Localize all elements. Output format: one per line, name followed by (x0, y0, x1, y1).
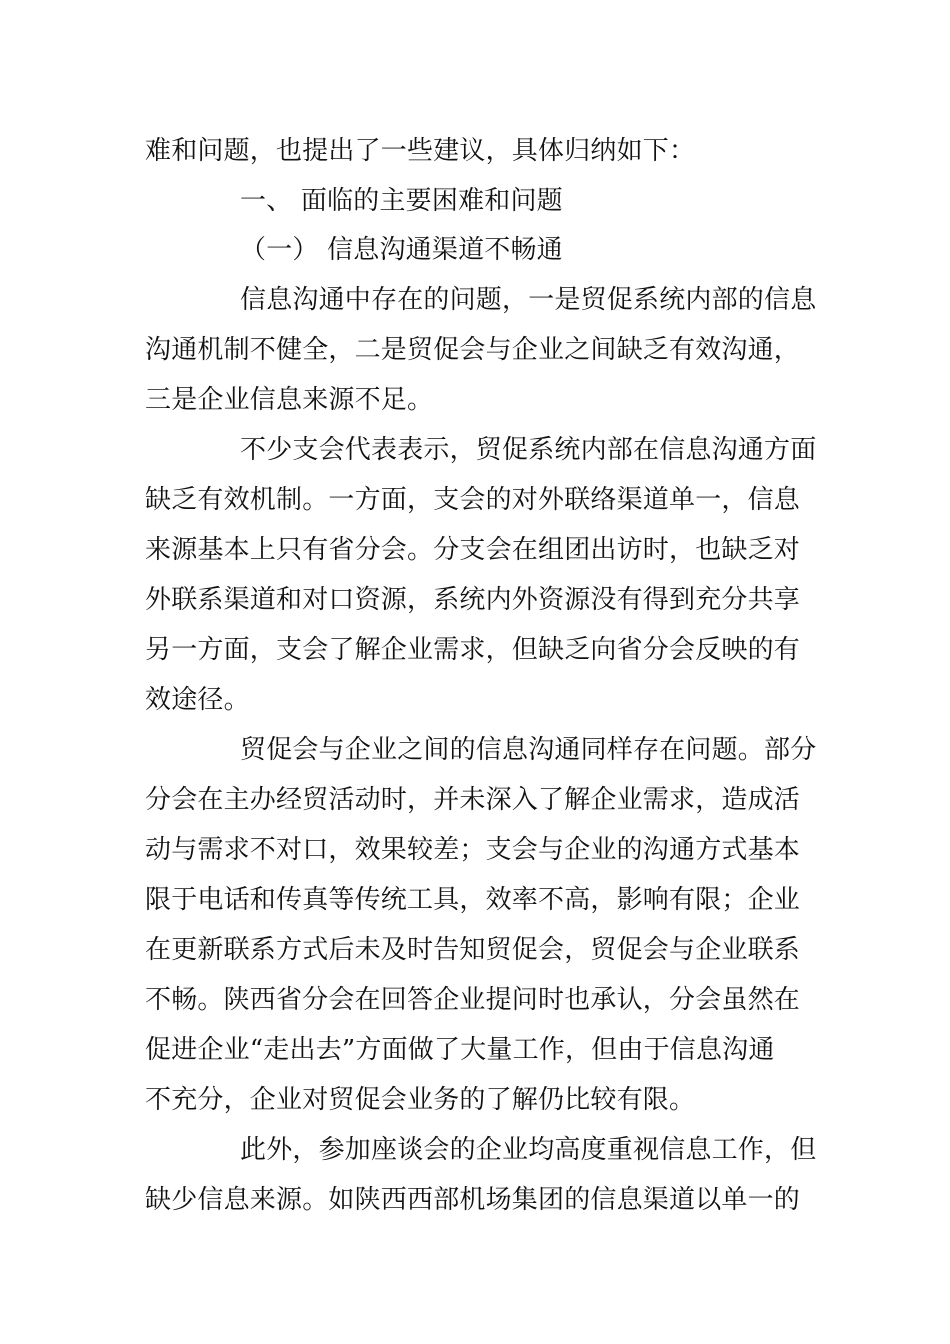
paragraph-first-line: 此外，参加座谈会的企业均高度重视信息工作，但 (240, 1135, 817, 1165)
text-line: 动与需求不对口，效果较差；支会与企业的沟通方式基本 (145, 835, 801, 865)
text-line: 另一方面，支会了解企业需求，但缺乏向省分会反映的有 (145, 635, 801, 665)
text-line: 促进企业“走出去”方面做了大量工作，但由于信息沟通 (145, 1035, 775, 1065)
text-line: 分会在主办经贸活动时，并未深入了解企业需求，造成活 (145, 785, 801, 815)
text-line: 不充分，企业对贸促会业务的了解仍比较有限。 (145, 1085, 696, 1115)
text-line: 缺少信息来源。如陕西西部机场集团的信息渠道以单一的 (145, 1185, 801, 1215)
text-line: 沟通机制不健全，二是贸促会与企业之间缺乏有效沟通， (145, 335, 801, 365)
text-line: 限于电话和传真等传统工具，效率不高，影响有限；企业 (145, 885, 801, 915)
text-line: 在更新联系方式后未及时告知贸促会，贸促会与企业联系 (145, 935, 801, 965)
paragraph-first-line: 不少支会代表表示，贸促系统内部在信息沟通方面 (240, 435, 817, 465)
paragraph-first-line: 信息沟通中存在的问题，一是贸促系统内部的信息 (240, 285, 817, 315)
text-line: 三是企业信息来源不足。 (145, 385, 434, 415)
text-line: 来源基本上只有省分会。分支会在组团出访时，也缺乏对 (145, 535, 801, 565)
section-heading: 一、 面临的主要困难和问题 (240, 186, 563, 216)
text-line: 不畅。陕西省分会在回答企业提问时也承认，分会虽然在 (145, 985, 801, 1015)
text-line: 效途径。 (145, 685, 250, 715)
text-line: 难和问题，也提出了一些建议，具体归纳如下： (145, 136, 696, 166)
text-line: 缺乏有效机制。一方面，支会的对外联络渠道单一，信息 (145, 485, 801, 515)
text-line: 外联系渠道和对口资源，系统内外资源没有得到充分共享 (145, 585, 801, 615)
paragraph-first-line: 贸促会与企业之间的信息沟通同样存在问题。部分 (240, 735, 817, 765)
subsection-heading: （一） 信息沟通渠道不畅通 (240, 235, 563, 265)
